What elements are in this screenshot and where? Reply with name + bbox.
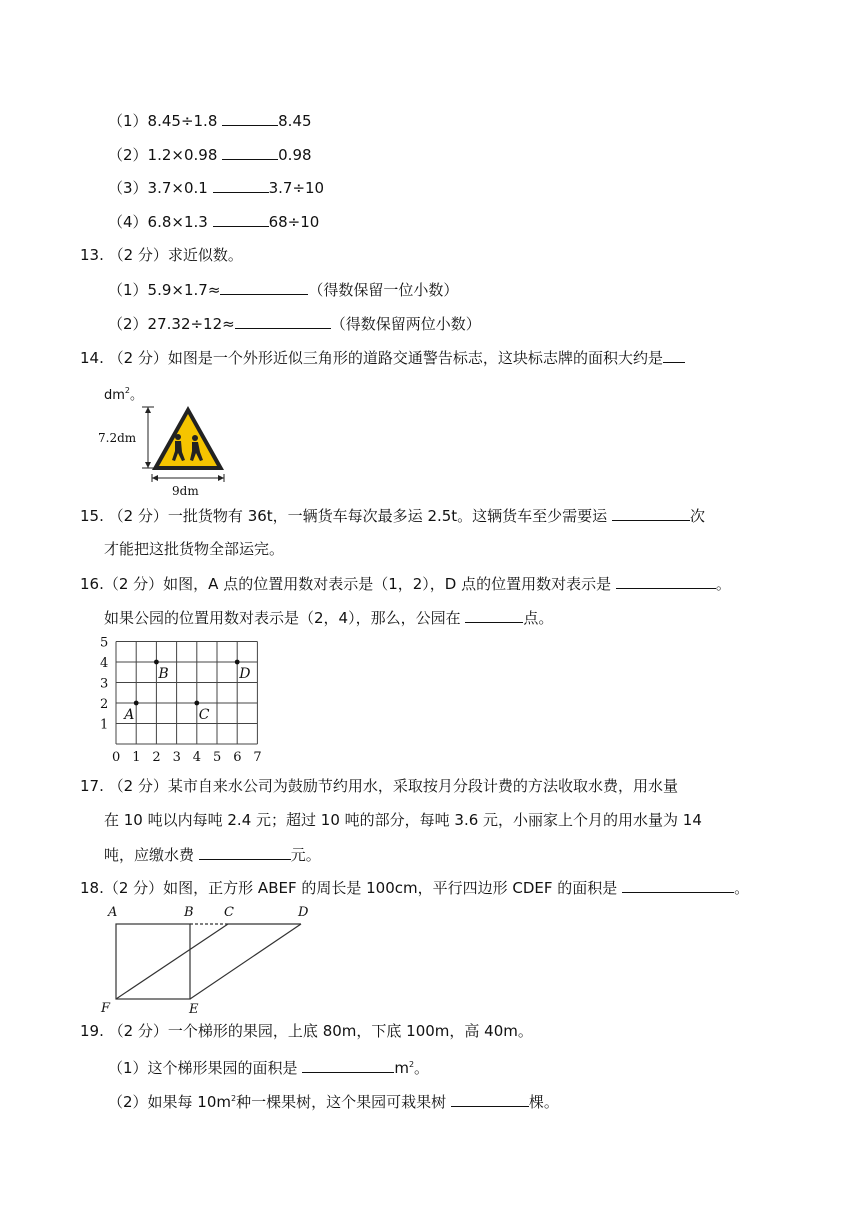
q14-unit-text: dm xyxy=(104,388,125,403)
answer-blank[interactable] xyxy=(663,347,685,363)
grid-point xyxy=(194,701,199,706)
warning-sign-figure xyxy=(98,402,238,502)
vertex-label-f: F xyxy=(101,1001,111,1016)
q18-line-1 xyxy=(80,877,749,898)
grid-point-label: B xyxy=(158,666,169,682)
grid-point xyxy=(235,660,240,665)
x-tick-label: 7 xyxy=(253,750,262,765)
y-tick-label: 2 xyxy=(100,697,109,712)
q19-item-1-tail: 。 xyxy=(414,1059,430,1077)
q13-item-2-right: （得数保留两位小数） xyxy=(330,315,481,333)
q19-item-1-text: （1）这个梯形果园的面积是 xyxy=(108,1059,303,1077)
q18-line-1-text: 18.（2 分）如图，正方形 ABEF 的周长是 100cm，平行四边形 CDEF 的面积是 xyxy=(80,879,623,897)
answer-blank[interactable] xyxy=(612,505,690,521)
q17-line-3 xyxy=(104,844,321,865)
q12-item-1-left: （1）8.45÷1.8 xyxy=(108,112,223,130)
y-tick-label: 1 xyxy=(100,717,109,733)
height-label: 7.2dm xyxy=(98,431,137,445)
q18-line-1-tail: 。 xyxy=(734,879,750,897)
q13-item-1-left: （1）5.9×1.7≈ xyxy=(108,281,221,299)
coordinate-grid-figure xyxy=(96,634,266,766)
q12-item-4-right: 68÷10 xyxy=(268,213,320,231)
y-tick-label: 3 xyxy=(100,676,109,692)
q16-line-2 xyxy=(104,607,553,628)
q12-item-4-left: （4）6.8×1.3 xyxy=(108,213,213,231)
q13-item-2 xyxy=(108,313,481,334)
q13-item-1 xyxy=(108,279,458,300)
q12-item-3-right: 3.7÷10 xyxy=(268,179,325,197)
q15-line-2: 才能把这批货物全部运完。 xyxy=(104,540,285,558)
answer-blank[interactable] xyxy=(213,211,269,227)
answer-blank[interactable] xyxy=(213,177,269,193)
y-tick-label: 4 xyxy=(100,656,109,671)
grid-point xyxy=(154,660,159,665)
q12-item-2 xyxy=(108,144,312,165)
q19-item-2-text-b: 种一棵果树，这个果园可栽果树 xyxy=(236,1093,451,1111)
answer-blank[interactable] xyxy=(616,573,716,589)
q12-item-2-left: （2）1.2×0.98 xyxy=(108,146,223,164)
vertex-label-a: A xyxy=(108,905,118,920)
x-tick-label: 2 xyxy=(152,750,161,765)
q19-item-2-tail: 棵。 xyxy=(528,1093,559,1111)
q16-line-2-text: 如果公园的位置用数对表示是（2，4），那么，公园在 xyxy=(104,609,466,627)
q17-line-3-text: 吨，应缴水费 xyxy=(104,846,199,864)
answer-blank[interactable] xyxy=(622,877,734,893)
answer-blank[interactable] xyxy=(222,144,278,160)
answer-blank[interactable] xyxy=(451,1091,529,1107)
x-tick-label: 6 xyxy=(233,750,242,765)
q13-item-1-right: （得数保留一位小数） xyxy=(308,281,459,299)
grid-point-label: C xyxy=(198,707,210,723)
answer-blank[interactable] xyxy=(302,1057,394,1073)
answer-blank[interactable] xyxy=(235,313,331,329)
q16-line-2-tail: 点。 xyxy=(523,609,554,627)
q19-item-1 xyxy=(108,1055,429,1078)
vertex-label-d: D xyxy=(298,905,309,920)
y-tick-label: 5 xyxy=(100,635,109,651)
q19-item-2-sup: 2 xyxy=(231,1094,237,1103)
answer-blank[interactable] xyxy=(199,844,291,860)
q12-item-3-left: （3）3.7×0.1 xyxy=(108,179,213,197)
x-tick-label: 1 xyxy=(132,750,141,765)
q16-line-1-tail: 。 xyxy=(715,575,731,593)
square-parallelogram-figure xyxy=(96,900,321,1018)
grid-point xyxy=(134,701,139,706)
q19-item-2-text-a: （2）如果每 10m xyxy=(108,1093,232,1111)
q15-line-1-tail: 次 xyxy=(689,507,705,525)
q15-line-1 xyxy=(80,505,705,526)
q14-stem xyxy=(80,347,685,368)
q19-item-1-sup: 2 xyxy=(408,1060,415,1069)
q12-item-1-right: 8.45 xyxy=(278,112,312,130)
x-tick-label: 4 xyxy=(192,750,202,765)
answer-blank[interactable] xyxy=(465,607,523,623)
q14-unit-sup: 2 xyxy=(124,386,131,395)
q17-line-1: 17. （2 分）某市自来水公司为鼓励节约用水，采取按月分段计费的方法收取水费，用水量 xyxy=(80,777,678,795)
q12-item-2-right: 0.98 xyxy=(278,146,312,164)
answer-blank[interactable] xyxy=(220,279,308,295)
q13-stem: 13. （2 分）求近似数。 xyxy=(80,246,243,264)
q14-unit-tail: 。 xyxy=(130,388,144,403)
q12-item-3 xyxy=(108,177,324,198)
q19-stem: 19. （2 分）一个梯形的果园，上底 80m，下底 100m，高 40m。 xyxy=(80,1022,533,1040)
q16-line-1 xyxy=(80,573,731,594)
q12-item-4 xyxy=(108,211,319,232)
vertex-label-c: C xyxy=(224,905,234,920)
x-tick-label: 0 xyxy=(112,750,121,765)
q17-line-3-tail: 元。 xyxy=(290,846,321,864)
base-label: 9dm xyxy=(172,484,199,498)
q13-item-2-left: （2）27.32÷12≈ xyxy=(108,315,235,333)
answer-blank[interactable] xyxy=(222,110,278,126)
vertex-label-e: E xyxy=(189,1002,199,1017)
q19-item-2 xyxy=(108,1089,559,1112)
q19-item-1-unit: m xyxy=(394,1059,409,1077)
q17-line-2: 在 10 吨以内每吨 2.4 元；超过 10 吨的部分，每吨 3.6 元，小丽家上个月的用水量为 14 xyxy=(104,811,702,829)
grid-point-label: A xyxy=(124,707,135,723)
x-tick-label: 5 xyxy=(213,750,222,765)
q15-line-1-text: 15. （2 分）一批货物有 36t，一辆货车每次最多运 2.5t。这辆货车至少需要运 xyxy=(80,507,612,525)
q12-item-1 xyxy=(108,110,312,131)
q14-stem-text: 14. （2 分）如图是一个外形近似三角形的道路交通警告标志，这块标志牌的面积大约是 xyxy=(80,349,663,367)
grid-point-label: D xyxy=(239,666,251,682)
q16-line-1-text: 16.（2 分）如图，A 点的位置用数对表示是（1，2），D 点的位置用数对表示是 xyxy=(80,575,616,593)
x-tick-label: 3 xyxy=(172,750,181,765)
vertex-label-b: B xyxy=(184,905,194,920)
